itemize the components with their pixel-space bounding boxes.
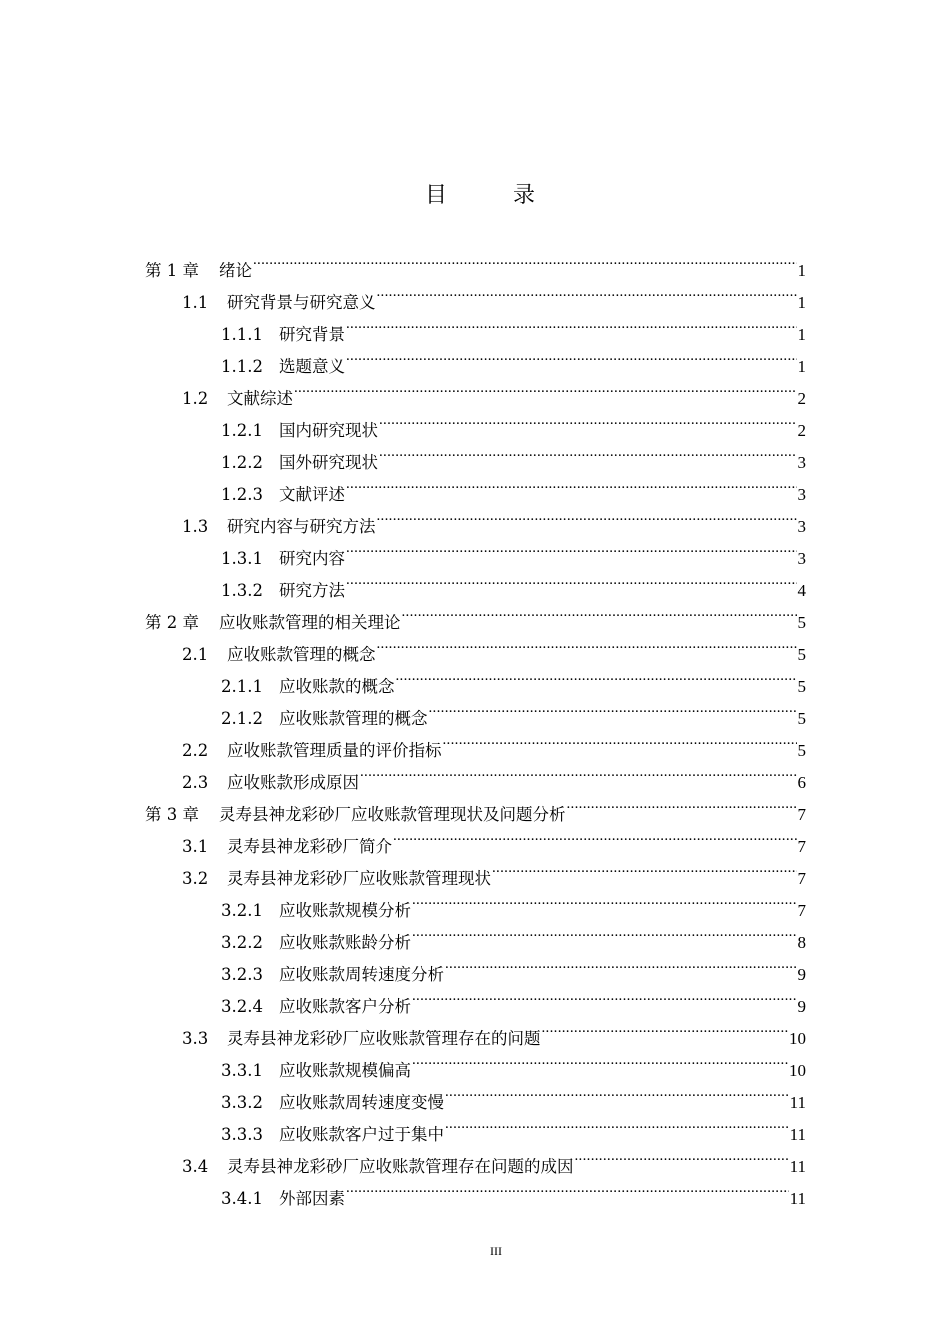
toc-entry-title: 应收账款管理的相关理论 xyxy=(219,613,401,632)
toc-entry-title: 灵寿县神龙彩砂厂简介 xyxy=(227,837,392,856)
toc-dot-leader xyxy=(412,884,797,916)
toc-entry-title: 应收账款形成原因 xyxy=(227,773,359,792)
toc-entry-page: 4 xyxy=(797,581,806,600)
toc-entry-page: 1 xyxy=(797,325,806,344)
toc-entry-number: 1.2.1 xyxy=(221,421,263,440)
toc-entry-title: 文献评述 xyxy=(279,485,345,504)
toc-entry-page: 11 xyxy=(789,1157,806,1176)
toc-entry-page: 10 xyxy=(789,1061,806,1080)
toc-entry-page: 3 xyxy=(797,517,806,536)
toc-entry-number: 1.3.2 xyxy=(221,581,263,600)
toc-entry-title: 灵寿县神龙彩砂厂应收账款管理现状及问题分析 xyxy=(219,805,566,824)
toc-entry-title: 应收账款的概念 xyxy=(279,677,395,696)
toc-entry-title: 国内研究现状 xyxy=(279,421,378,440)
toc-entry-number: 3.2 xyxy=(182,869,209,888)
toc-entry-page: 3 xyxy=(797,485,806,504)
toc-entry-title: 研究内容与研究方法 xyxy=(227,517,376,536)
toc-dot-leader xyxy=(346,308,797,340)
toc-entry-number: 3.2.4 xyxy=(221,997,263,1016)
toc-entry-page: 1 xyxy=(797,261,806,280)
toc-entry-title: 绪论 xyxy=(219,261,252,280)
toc-entry-page: 5 xyxy=(797,741,806,760)
toc-entry-title: 外部因素 xyxy=(279,1189,345,1208)
toc-entry-number: 1.2 xyxy=(182,389,209,408)
toc-entry-page: 7 xyxy=(797,869,806,888)
toc-entry-title: 研究背景与研究意义 xyxy=(227,293,376,312)
page-number: III xyxy=(490,1244,502,1258)
toc-entry-page: 1 xyxy=(797,293,806,312)
toc-entry-page: 2 xyxy=(797,389,806,408)
toc-dot-leader xyxy=(412,1044,788,1076)
toc-entry-title: 灵寿县神龙彩砂厂应收账款管理存在问题的成因 xyxy=(227,1157,574,1176)
toc-entry-number: 3.3.1 xyxy=(221,1061,263,1080)
toc-dot-leader xyxy=(346,564,797,596)
toc-entry-number: 1.3.1 xyxy=(221,549,263,568)
toc-entry-title: 应收账款规模分析 xyxy=(279,901,411,920)
toc-entry-title: 应收账款管理质量的评价指标 xyxy=(227,741,442,760)
toc-entry-number: 3.2.1 xyxy=(221,901,263,920)
toc-entry-number: 2.3 xyxy=(182,773,209,792)
toc-entry-page: 5 xyxy=(797,613,806,632)
toc-entry-number: 3.4 xyxy=(182,1157,209,1176)
toc-dot-leader xyxy=(567,788,797,820)
toc-dot-leader xyxy=(346,532,797,564)
toc-entry-page: 3 xyxy=(797,549,806,568)
toc-dot-leader xyxy=(542,1012,789,1044)
toc-entry-number: 3.3.3 xyxy=(221,1125,263,1144)
toc-dot-leader xyxy=(379,436,797,468)
toc-entry-number: 1.2.2 xyxy=(221,453,263,472)
toc-dot-leader xyxy=(443,724,797,756)
toc-dot-leader xyxy=(253,244,797,276)
toc-entry-number: 1.1 xyxy=(182,293,209,312)
toc-entry-title: 应收账款周转速度分析 xyxy=(279,965,444,984)
toc-dot-leader xyxy=(346,1172,789,1204)
toc-dot-leader xyxy=(393,820,797,852)
toc-entry-number: 第 3 章 xyxy=(145,805,199,824)
toc-list xyxy=(145,244,806,1208)
toc-entry-title: 应收账款周转速度变慢 xyxy=(279,1093,444,1112)
toc-entry-title: 研究背景 xyxy=(279,325,345,344)
toc-entry-page: 11 xyxy=(789,1093,806,1112)
toc-dot-leader xyxy=(294,372,797,404)
toc-entry-title: 应收账款客户过于集中 xyxy=(279,1125,444,1144)
toc-entry-number: 第 2 章 xyxy=(145,613,199,632)
toc-dot-leader xyxy=(377,628,797,660)
toc-dot-leader xyxy=(402,596,797,628)
toc-entry-number: 1.2.3 xyxy=(221,485,263,504)
toc-entry-title: 应收账款规模偏高 xyxy=(279,1061,411,1080)
toc-entry-number: 3.4.1 xyxy=(221,1189,263,1208)
toc-entry-page: 11 xyxy=(789,1189,806,1208)
toc-dot-leader xyxy=(412,916,797,948)
toc-entry-title: 文献综述 xyxy=(227,389,293,408)
toc-entry-page: 6 xyxy=(797,773,806,792)
toc-entry-title: 应收账款账龄分析 xyxy=(279,933,411,952)
toc-dot-leader xyxy=(492,852,797,884)
toc-dot-leader xyxy=(445,948,797,980)
toc-entry-page: 10 xyxy=(789,1029,806,1048)
toc-dot-leader xyxy=(445,1076,789,1108)
toc-entry-number: 第 1 章 xyxy=(145,261,199,280)
toc-entry-number: 1.3 xyxy=(182,517,209,536)
toc-entry-page: 8 xyxy=(797,933,806,952)
toc-entry-page: 7 xyxy=(797,805,806,824)
toc-entry-number: 3.2.3 xyxy=(221,965,263,984)
toc-entry-page: 5 xyxy=(797,645,806,664)
toc-entry-page: 2 xyxy=(797,421,806,440)
toc-entry-page: 9 xyxy=(797,965,806,984)
toc-entry-title: 灵寿县神龙彩砂厂应收账款管理存在的问题 xyxy=(227,1029,541,1048)
toc-entry-page: 9 xyxy=(797,997,806,1016)
toc-entry-title: 应收账款客户分析 xyxy=(279,997,411,1016)
toc-entry-title: 应收账款管理的概念 xyxy=(279,709,428,728)
toc-entry-page: 11 xyxy=(789,1125,806,1144)
toc-dot-leader xyxy=(346,468,797,500)
toc-entry-number: 3.3.2 xyxy=(221,1093,263,1112)
toc-dot-leader xyxy=(445,1108,789,1140)
toc-entry-number: 2.1.1 xyxy=(221,677,263,696)
toc-entry-number: 2.1 xyxy=(182,645,209,664)
toc-dot-leader xyxy=(360,756,797,788)
toc-dot-leader xyxy=(346,340,797,372)
toc-entry-title: 国外研究现状 xyxy=(279,453,378,472)
toc-entry-page: 5 xyxy=(797,677,806,696)
toc-dot-leader xyxy=(377,276,797,308)
toc-entry-number: 3.1 xyxy=(182,837,209,856)
toc-entry-number: 2.1.2 xyxy=(221,709,263,728)
toc-entry-number: 3.3 xyxy=(182,1029,209,1048)
toc-entry-page: 3 xyxy=(797,453,806,472)
toc-entry-number: 1.1.1 xyxy=(221,325,263,344)
toc-dot-leader xyxy=(575,1140,789,1172)
toc-entry-page: 1 xyxy=(797,357,806,376)
toc-entry[interactable] xyxy=(145,244,806,280)
toc-title: 目 录 xyxy=(424,183,557,208)
toc-entry-page: 5 xyxy=(797,709,806,728)
toc-entry-title: 研究方法 xyxy=(279,581,345,600)
toc-dot-leader xyxy=(412,980,797,1012)
toc-dot-leader xyxy=(429,692,797,724)
toc-entry-page: 7 xyxy=(797,901,806,920)
toc-entry-title: 选题意义 xyxy=(279,357,345,376)
toc-entry-page: 7 xyxy=(797,837,806,856)
toc-entry-title: 灵寿县神龙彩砂厂应收账款管理现状 xyxy=(227,869,491,888)
toc-entry-title: 研究内容 xyxy=(279,549,345,568)
toc-dot-leader xyxy=(377,500,797,532)
toc-dot-leader xyxy=(379,404,797,436)
toc-entry-number: 1.1.2 xyxy=(221,357,263,376)
toc-entry-title: 应收账款管理的概念 xyxy=(227,645,376,664)
toc-entry-number: 3.2.2 xyxy=(221,933,263,952)
toc-entry-number: 2.2 xyxy=(182,741,209,760)
toc-dot-leader xyxy=(396,660,797,692)
